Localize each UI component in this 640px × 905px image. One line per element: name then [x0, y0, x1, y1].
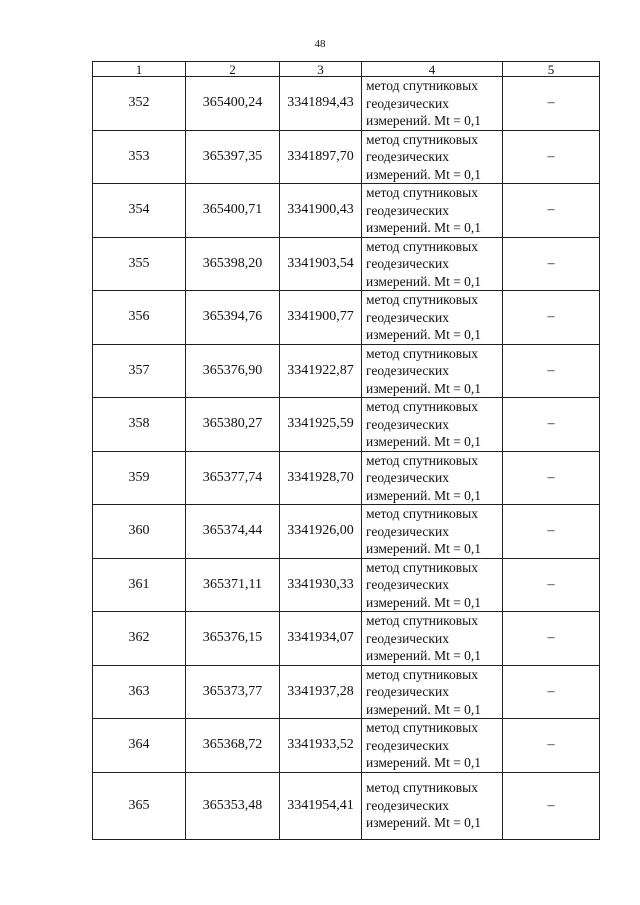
- x-coordinate-cell: 365371,11: [186, 558, 280, 612]
- y-coordinate-cell: 3341954,41: [280, 772, 362, 839]
- x-coordinate-cell: 365377,74: [186, 451, 280, 505]
- table-row: [93, 184, 600, 238]
- note-cell: –: [503, 291, 600, 345]
- table-row: [93, 398, 600, 452]
- point-number-cell: 360: [93, 505, 186, 559]
- method-cell: метод спутниковых геодезических измерений. Mt = 0,1: [362, 612, 503, 666]
- table-header-row: [93, 62, 600, 77]
- method-cell: метод спутниковых геодезических измерений. Mt = 0,1: [362, 344, 503, 398]
- table-row: [93, 719, 600, 773]
- method-cell: метод спутниковых геодезических измерений. Mt = 0,1: [362, 451, 503, 505]
- point-number-cell: 361: [93, 558, 186, 612]
- table-row: [93, 451, 600, 505]
- y-coordinate-cell: 3341903,54: [280, 237, 362, 291]
- note-cell: –: [503, 184, 600, 238]
- x-coordinate-cell: 365400,71: [186, 184, 280, 238]
- y-coordinate-cell: 3341894,43: [280, 77, 362, 131]
- y-coordinate-cell: 3341934,07: [280, 612, 362, 666]
- note-cell: –: [503, 505, 600, 559]
- page-number: 48: [314, 38, 326, 50]
- method-cell: метод спутниковых геодезических измерений. Mt = 0,1: [362, 237, 503, 291]
- method-cell: метод спутниковых геодезических измерений. Mt = 0,1: [362, 665, 503, 719]
- note-cell: –: [503, 719, 600, 773]
- note-cell: –: [503, 77, 600, 131]
- point-number-cell: 352: [93, 77, 186, 131]
- point-number-cell: 363: [93, 665, 186, 719]
- y-coordinate-cell: 3341937,28: [280, 665, 362, 719]
- coordinates-table: [92, 61, 600, 840]
- point-number-cell: 354: [93, 184, 186, 238]
- y-coordinate-cell: 3341933,52: [280, 719, 362, 773]
- x-coordinate-cell: 365400,24: [186, 77, 280, 131]
- note-cell: –: [503, 558, 600, 612]
- point-number-cell: 359: [93, 451, 186, 505]
- method-cell: метод спутниковых геодезических измерений. Mt = 0,1: [362, 505, 503, 559]
- table-row: [93, 612, 600, 666]
- x-coordinate-cell: 365376,90: [186, 344, 280, 398]
- y-coordinate-cell: 3341922,87: [280, 344, 362, 398]
- column-header: 2: [186, 62, 280, 77]
- x-coordinate-cell: 365397,35: [186, 130, 280, 184]
- point-number-cell: 364: [93, 719, 186, 773]
- y-coordinate-cell: 3341897,70: [280, 130, 362, 184]
- method-cell: метод спутниковых геодезических измерений. Mt = 0,1: [362, 77, 503, 131]
- column-header: 1: [93, 62, 186, 77]
- x-coordinate-cell: 365394,76: [186, 291, 280, 345]
- method-cell: метод спутниковых геодезических измерений. Mt = 0,1: [362, 772, 503, 839]
- note-cell: –: [503, 130, 600, 184]
- point-number-cell: 358: [93, 398, 186, 452]
- method-cell: метод спутниковых геодезических измерений. Mt = 0,1: [362, 398, 503, 452]
- table-row: [93, 344, 600, 398]
- column-header: 5: [503, 62, 600, 77]
- point-number-cell: 355: [93, 237, 186, 291]
- y-coordinate-cell: 3341930,33: [280, 558, 362, 612]
- table-row: [93, 237, 600, 291]
- method-cell: метод спутниковых геодезических измерений. Mt = 0,1: [362, 558, 503, 612]
- point-number-cell: 357: [93, 344, 186, 398]
- table-row: [93, 505, 600, 559]
- point-number-cell: 356: [93, 291, 186, 345]
- note-cell: –: [503, 665, 600, 719]
- table-row: [93, 558, 600, 612]
- column-header: 4: [362, 62, 503, 77]
- y-coordinate-cell: 3341928,70: [280, 451, 362, 505]
- x-coordinate-cell: 365353,48: [186, 772, 280, 839]
- table-row: [93, 130, 600, 184]
- method-cell: метод спутниковых геодезических измерений. Mt = 0,1: [362, 719, 503, 773]
- y-coordinate-cell: 3341926,00: [280, 505, 362, 559]
- x-coordinate-cell: 365380,27: [186, 398, 280, 452]
- y-coordinate-cell: 3341900,43: [280, 184, 362, 238]
- x-coordinate-cell: 365374,44: [186, 505, 280, 559]
- x-coordinate-cell: 365376,15: [186, 612, 280, 666]
- note-cell: –: [503, 344, 600, 398]
- point-number-cell: 362: [93, 612, 186, 666]
- table-row: [93, 772, 600, 839]
- method-cell: метод спутниковых геодезических измерений. Mt = 0,1: [362, 291, 503, 345]
- note-cell: –: [503, 451, 600, 505]
- note-cell: –: [503, 612, 600, 666]
- x-coordinate-cell: 365373,77: [186, 665, 280, 719]
- note-cell: –: [503, 398, 600, 452]
- y-coordinate-cell: 3341925,59: [280, 398, 362, 452]
- y-coordinate-cell: 3341900,77: [280, 291, 362, 345]
- method-cell: метод спутниковых геодезических измерений. Mt = 0,1: [362, 130, 503, 184]
- x-coordinate-cell: 365398,20: [186, 237, 280, 291]
- point-number-cell: 365: [93, 772, 186, 839]
- x-coordinate-cell: 365368,72: [186, 719, 280, 773]
- table-row: [93, 665, 600, 719]
- column-header: 3: [280, 62, 362, 77]
- table-row: [93, 77, 600, 131]
- note-cell: –: [503, 772, 600, 839]
- note-cell: –: [503, 237, 600, 291]
- table-row: [93, 291, 600, 345]
- method-cell: метод спутниковых геодезических измерений. Mt = 0,1: [362, 184, 503, 238]
- point-number-cell: 353: [93, 130, 186, 184]
